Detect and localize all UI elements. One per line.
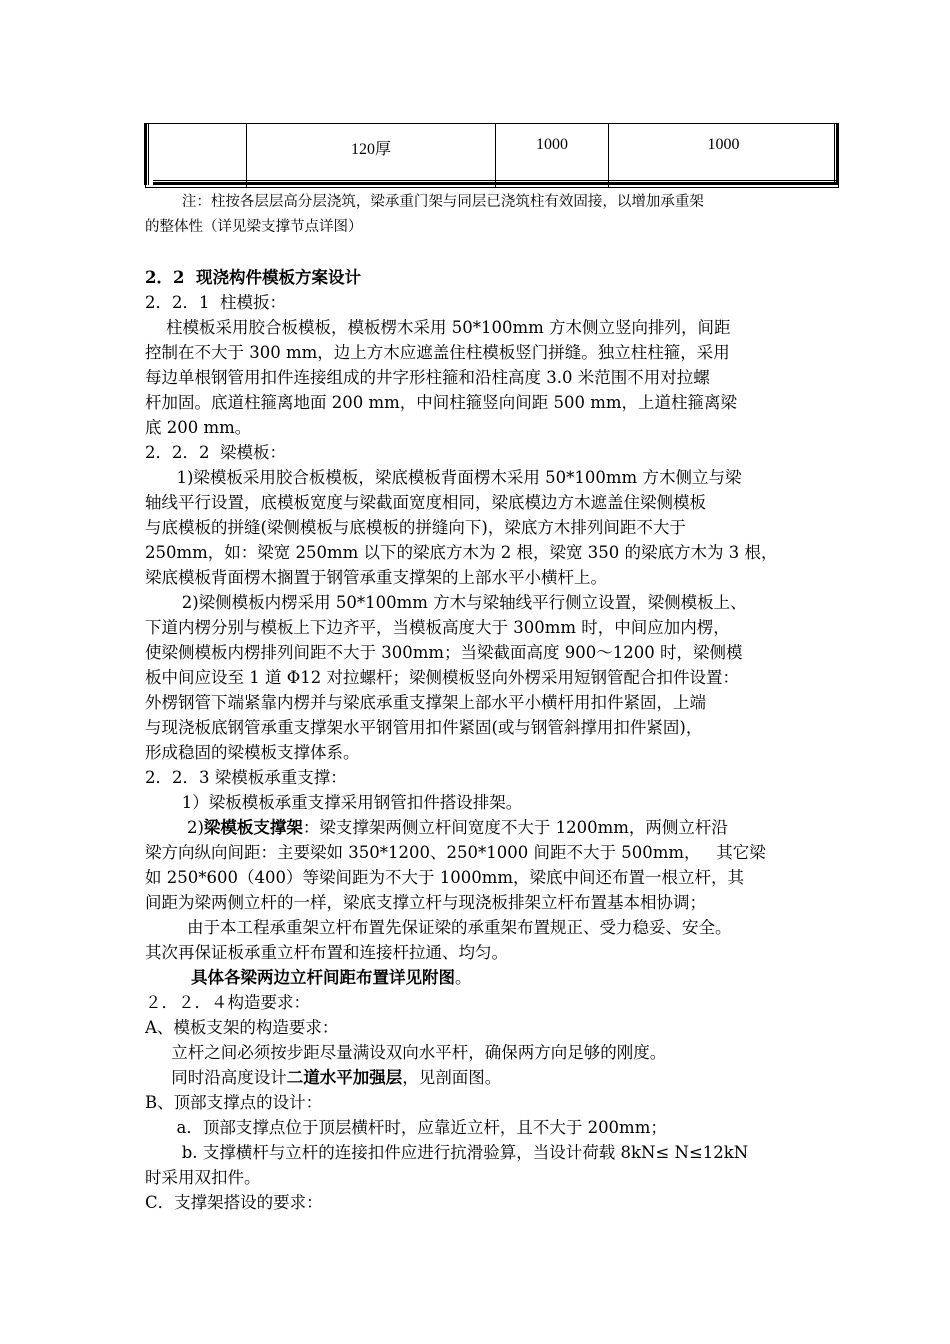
line-end: 。 — [454, 968, 472, 987]
paragraph-line: 2)梁侧模板内楞采用 50*100mm 方木与梁轴线平行侧立设置，梁侧模板上、 — [145, 593, 747, 612]
paragraph-line: 柱模板采用胶合板模板，模板楞木采用 50*100mm 方木侧立竖向排列，间距 — [145, 318, 731, 337]
heading-a: A、模板支架的构造要求： — [145, 1018, 339, 1037]
paragraph-line: 与底模板的拼缝(梁侧模板与底模板的拼缝向下)，梁底方木排列间距不大于 — [145, 518, 686, 537]
bold-term: 梁模板支撑架 — [203, 818, 303, 837]
paragraph-line: 立杆之间必须按步距尽量满设双向水平杆，确保两方向足够的刚度。 — [145, 1043, 667, 1062]
document-body — [145, 190, 825, 1215]
paragraph-line: 如 250*600（400）等梁间距为不大于 1000mm，梁底中间还布置一根立杆，其 — [145, 868, 745, 887]
paragraph-line: 其次再保证板承重立杆布置和连接杆拉通、均匀。 — [145, 943, 508, 962]
paragraph-line: 梁底模板背面楞木搁置于钢管承重支撑架的上部水平小横杆上。 — [145, 568, 607, 587]
paragraph-line: 每边单根钢管用扣件连接组成的井字形柱箍和沿柱高度 3.0 米范围不用对拉螺 — [145, 368, 710, 387]
paragraph-line: 使梁侧模板内楞排列间距不大于 300mm；当梁截面高度 900～1200 时，梁侧模 — [145, 643, 743, 662]
heading-2-2-2: 2．2．2 梁模板： — [145, 443, 286, 462]
paragraph-line: 控制在不大于 300 mm，边上方木应遮盖住柱模板竖门拼缝。独立柱柱箍，采用 — [145, 343, 730, 362]
table-left-border — [144, 123, 149, 185]
paragraph-line: 梁方向纵向间距：主要梁如 350*1200、250*1000 间距不大于 500mm， 其它梁 — [145, 843, 766, 862]
table-row-container — [145, 123, 839, 188]
list-item — [145, 815, 825, 840]
paragraph-line: 1)梁模板采用胶合板模板，梁底模板背面楞木采用 50*100mm 方木侧立与梁 — [145, 468, 742, 487]
table-cell-spacing-2: 1000 — [609, 124, 839, 188]
paragraph-line: 与现浇板底钢管承重支撑架水平钢管用扣件紧固(或与钢管斜撑用扣件紧固)， — [145, 718, 703, 737]
paragraph-line: 下道内楞分别与模板上下边齐平，当模板高度大于 300mm 时，中间应加内楞， — [145, 618, 730, 637]
bold-line — [145, 965, 825, 990]
table-cell-spacing-1: 1000 — [496, 124, 609, 188]
heading-2-2-1: 2．2．1 柱模扳： — [145, 293, 286, 312]
table-cell-thickness: 120厚 — [247, 124, 496, 188]
paragraph-line: 板中间应设至 1 道 Φ12 对拉螺杆；梁侧模板竖向外楞采用短钢管配合扣件设置： — [145, 668, 739, 687]
line-prefix: 同时沿高度设计 — [145, 1068, 287, 1087]
paragraph-line: 间距为梁两侧立杆的一样，梁底支撑立杆与现浇板排架立杆布置基本相协调； — [145, 893, 706, 912]
paragraph-line: a．顶部支撑点位于顶层横杆时，应靠近立杆，且不大于 200mm； — [145, 1118, 667, 1137]
heading-b: B、顶部支撑点的设计： — [145, 1093, 323, 1112]
list-item: 1）梁板模板承重支撑采用钢管扣件搭设排架。 — [145, 793, 523, 812]
spacing-table — [145, 123, 838, 185]
item-text: ：梁支撑架两侧立杆间宽度不大于 1200mm，两侧立杆沿 — [302, 818, 728, 837]
paragraph-line: 底 200 mm。 — [145, 418, 252, 437]
paragraph-line: 外楞钢管下端紧靠内楞并与梁底承重支撑架上部水平小横杆用扣件紧固，上端 — [145, 693, 706, 712]
table-row — [146, 124, 839, 188]
paragraph-line: 时采用双扣件。 — [145, 1168, 261, 1187]
bold-term: 二道水平加强层 — [286, 1068, 403, 1087]
paragraph-line: 杆加固。底道柱箍离地面 200 mm，中间柱箍竖向间距 500 mm，上道柱箍离梁 — [145, 393, 738, 412]
paragraph-line: 250mm，如：梁宽 250mm 以下的梁底方木为 2 根，梁宽 350 的梁底方木为 3 根， — [145, 543, 778, 562]
paragraph-line: 由于本工程承重架立杆布置先保证梁的承重架布置规正、受力稳妥、安全。 — [145, 918, 732, 937]
heading-c: C．支撑架搭设的要求： — [145, 1193, 323, 1212]
table-note-line-2: 的整体性（详见梁支撑节点详图） — [145, 219, 363, 235]
heading-2-2-3: 2．2．3 梁模板承重支撑： — [145, 768, 347, 787]
table-right-border — [834, 123, 839, 185]
section-title: 2．2 现浇构件模板方案设计 — [145, 268, 361, 287]
heading-2-2-4: ２．２．４构造要求： — [145, 993, 310, 1012]
table-cell-empty — [146, 124, 247, 188]
item-prefix: 2) — [145, 818, 204, 837]
bold-text: 具体各梁两边立杆间距布置详见附图 — [145, 968, 455, 987]
paragraph-line: 形成稳固的梁模板支撑体系。 — [145, 743, 360, 762]
table-bottom-border — [153, 180, 838, 185]
paragraph-line: b. 支撑横杆与立杆的连接扣件应进行抗滑验算，当设计荷载 8kN≤ N≤12kN — [145, 1143, 749, 1162]
line-rest: ，见剖面图。 — [402, 1068, 502, 1087]
table-note-line-1: 注：柱按各层层高分层浇筑，梁承重门架与同层已浇筑柱有效固接，以增加承重架 — [145, 194, 704, 210]
paragraph-line — [145, 1065, 825, 1090]
paragraph-line: 轴线平行设置，底模板宽度与梁截面宽度相同，梁底模边方木遮盖住梁侧模板 — [145, 493, 706, 512]
